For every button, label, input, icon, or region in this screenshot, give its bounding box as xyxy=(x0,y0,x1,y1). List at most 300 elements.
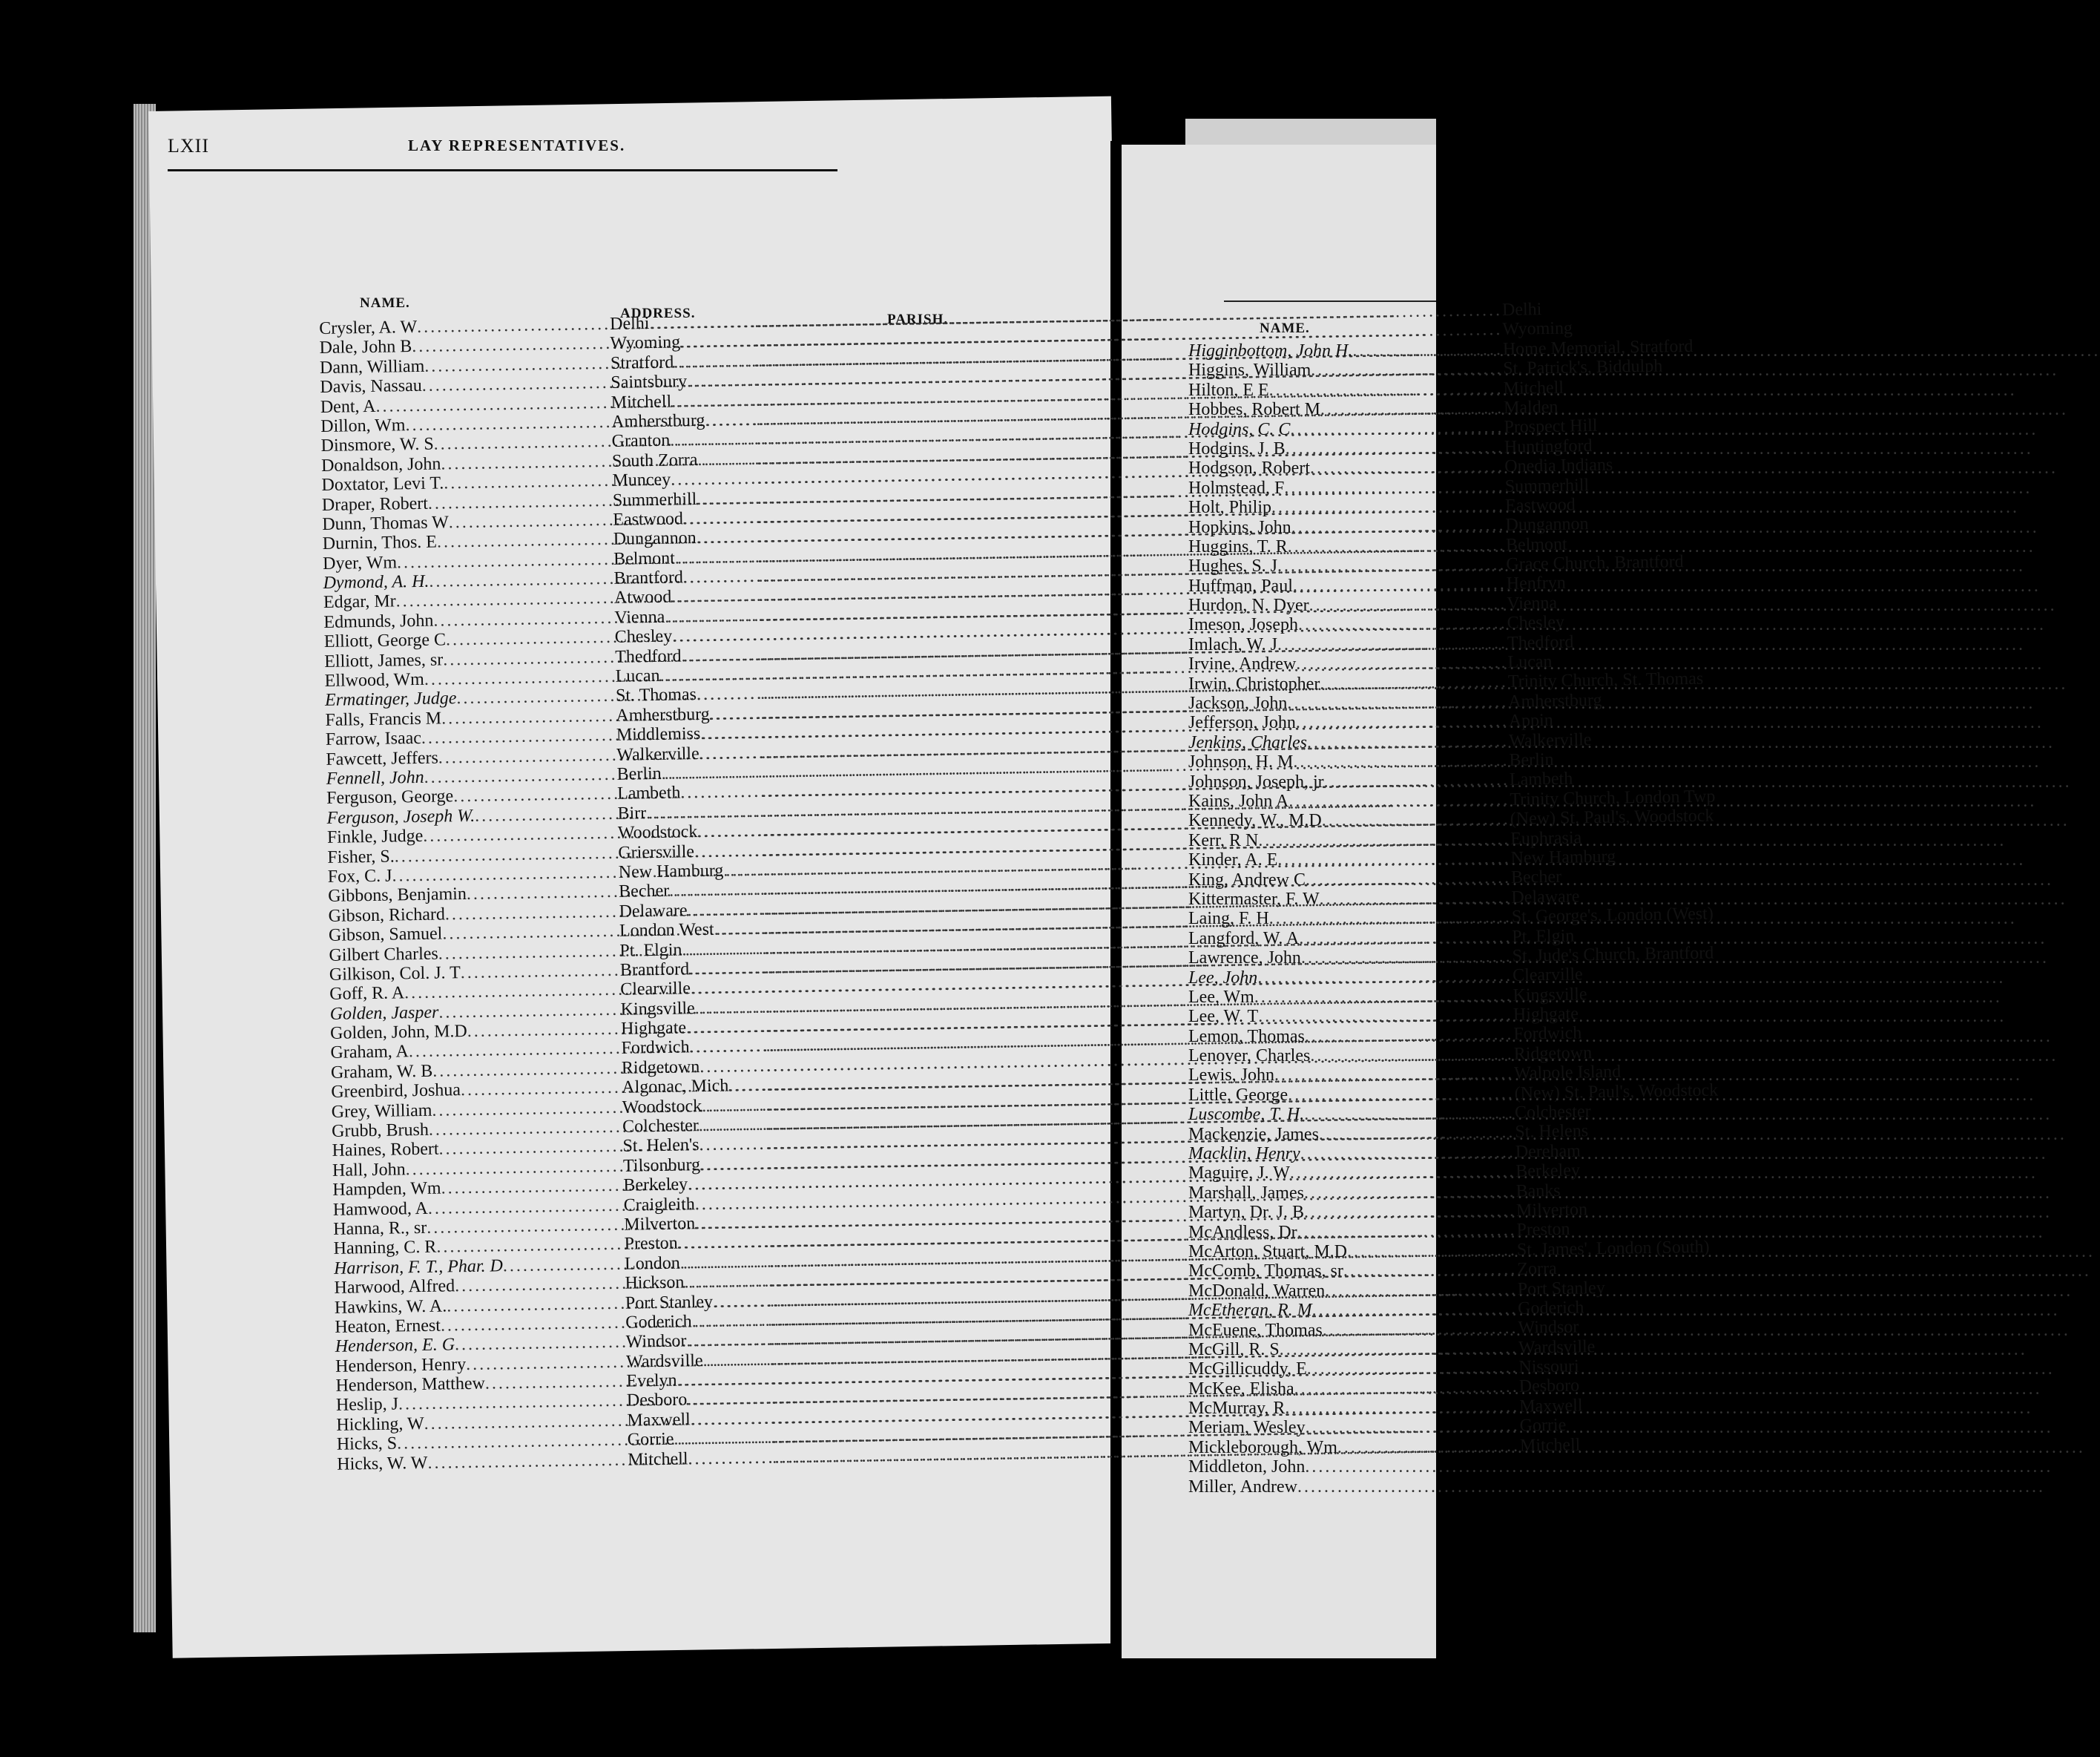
entry-address-cell xyxy=(616,723,761,745)
right-entry-name: Hurdon, N. Dyer xyxy=(1188,596,1309,616)
entry-address: Evelyn xyxy=(626,1370,677,1391)
right-entry-name: Lewis, John xyxy=(1188,1065,1274,1086)
right-name-row xyxy=(1188,1086,1436,1105)
right-entry-name: Kittermaster, F. W xyxy=(1188,889,1320,909)
entry-address: Ridgetown xyxy=(621,1057,700,1078)
entry-name: Goff, R. A xyxy=(329,983,405,1005)
entry-address: Craigleith xyxy=(623,1194,695,1215)
entry-address-cell xyxy=(627,1389,771,1410)
right-entry-name: Lee, W. T xyxy=(1188,1007,1259,1027)
leader-dots xyxy=(1305,1457,2053,1477)
entry-address-cell xyxy=(623,1174,768,1195)
entry-parish: Euphrasia xyxy=(1510,827,1582,849)
entry-address: Maxwell xyxy=(627,1410,691,1431)
right-entry-name: Luscombe, T. H. xyxy=(1188,1105,1305,1125)
right-entry-name: McKee, Elisha xyxy=(1188,1379,1294,1399)
right-name-row xyxy=(1188,1065,1436,1085)
right-page-rule xyxy=(1224,301,1436,302)
right-name-row xyxy=(1188,1261,1436,1281)
right-entry-name: McAndless, Dr xyxy=(1188,1222,1297,1242)
entry-address-cell xyxy=(622,1056,766,1077)
entry-name: Fennell, John xyxy=(326,767,424,789)
entry-parish: (New) St. Paul's, Woodstock xyxy=(1510,806,1714,830)
entry-parish: Kingsville xyxy=(1513,984,1587,1005)
leader-dots xyxy=(1299,929,2047,948)
entry-parish: Dungannon xyxy=(1505,514,1589,536)
entry-parish: Delhi xyxy=(1501,300,1542,320)
entry-address-cell xyxy=(625,1272,769,1293)
leader-dots xyxy=(1310,1046,2058,1065)
entry-address-cell xyxy=(613,528,758,549)
entry-address: Mitchell xyxy=(610,392,672,413)
entry-name: Dinsmore, W. S xyxy=(320,434,434,456)
page-number: LXII xyxy=(168,135,209,157)
right-name-row xyxy=(1188,850,1436,870)
right-name-row xyxy=(1188,733,1436,752)
entry-parish: Lambeth xyxy=(1509,769,1573,790)
entry-address-cell xyxy=(624,1213,768,1235)
entry-address: Hickson xyxy=(625,1272,685,1293)
right-entry-name: Huffman, Paul xyxy=(1188,576,1293,596)
right-name-row xyxy=(1188,1477,1436,1497)
right-entry-name: Langford, W. A xyxy=(1188,928,1300,948)
entry-parish: Lucan xyxy=(1507,651,1553,672)
entry-name: Hanning, C. R xyxy=(333,1238,437,1259)
right-entry-name: Maguire, J. W xyxy=(1188,1163,1290,1183)
entry-address-cell xyxy=(622,1076,766,1097)
entry-parish: Becher xyxy=(1510,867,1562,888)
entry-address: Tilsonburg xyxy=(622,1155,701,1176)
entry-address-cell xyxy=(625,1311,770,1333)
entry-address-cell xyxy=(626,1330,771,1352)
entry-name: Fisher, S. xyxy=(327,847,395,867)
leader-dots xyxy=(1306,1418,2053,1437)
right-entry-name: McComb, Thomas, sr xyxy=(1188,1261,1343,1281)
entry-name: Finkle, Judge xyxy=(326,827,424,848)
leader-dots xyxy=(1304,1203,2052,1222)
entry-parish: Malden xyxy=(1503,397,1558,418)
entry-parish: Home Memorial, Stratford xyxy=(1502,336,1694,359)
entry-address: Wardsville xyxy=(625,1350,703,1372)
entry-parish: St. Patrick's, Biddulph xyxy=(1503,356,1663,379)
leader-dots xyxy=(1297,1223,2045,1242)
leader-dots xyxy=(1305,1027,2053,1046)
entry-address-cell xyxy=(612,469,757,490)
entry-parish: Windsor xyxy=(1518,1317,1579,1339)
right-entry-name: Hopkins, John xyxy=(1188,517,1291,537)
entry-parish: Grace Church, Brantford xyxy=(1506,552,1684,574)
right-entry-name: Irwin, Christopher xyxy=(1188,674,1320,694)
right-name-row xyxy=(1188,459,1436,478)
right-entry-name: Jenkins, Charles xyxy=(1188,732,1307,752)
entry-address: St. Thomas xyxy=(615,685,697,706)
leader-dots xyxy=(1304,1105,2052,1124)
leader-dots xyxy=(1307,733,2055,752)
entry-name: Ferguson, Joseph W. xyxy=(326,806,475,828)
entry-address: Belmont xyxy=(613,548,675,569)
entry-name: Dymond, A. H. xyxy=(323,571,429,594)
entry-name: Gibbons, Benjamin xyxy=(328,884,467,907)
entry-address: Berkeley xyxy=(623,1175,688,1195)
right-name-row xyxy=(1188,498,1436,517)
leader-dots xyxy=(1290,420,2038,439)
entry-address: Mitchell xyxy=(627,1449,688,1470)
entry-parish: Trinity Church, London Twp xyxy=(1510,786,1716,809)
leader-dots xyxy=(1306,870,2053,890)
entry-address-cell xyxy=(610,332,754,353)
entry-address: Milverton xyxy=(624,1214,696,1235)
entry-parish: Ridgetown xyxy=(1513,1043,1593,1064)
right-name-row xyxy=(1188,479,1436,498)
right-name-row xyxy=(1188,890,1436,909)
entry-address: Chesley xyxy=(614,626,673,648)
leader-dots xyxy=(1271,498,2019,517)
leader-dots xyxy=(1254,988,2002,1007)
entry-address: Goderich xyxy=(625,1312,692,1333)
right-name-row xyxy=(1188,1027,1436,1046)
entry-name: Hamwood, A xyxy=(332,1198,429,1220)
entry-address: Berlin xyxy=(616,763,662,784)
entry-address-cell xyxy=(622,1115,767,1137)
entry-parish: Pt. Elgin xyxy=(1512,926,1575,947)
entry-parish: Highgate xyxy=(1513,1004,1579,1025)
leader-dots xyxy=(1293,749,2041,772)
right-entry-name: Jackson, John xyxy=(1188,694,1288,714)
right-name-row xyxy=(1188,577,1436,596)
entry-parish: Summerhill xyxy=(1504,475,1590,496)
entry-address-cell xyxy=(627,1408,771,1430)
leader-dots xyxy=(1307,1356,2055,1379)
entry-address: Stratford xyxy=(610,352,674,373)
right-name-row xyxy=(1188,1007,1436,1026)
entry-parish: Amherstburg xyxy=(1508,690,1602,712)
page-header xyxy=(168,135,1436,165)
entry-address-cell xyxy=(619,899,763,921)
entry-address-cell xyxy=(628,1428,772,1450)
entry-address-cell xyxy=(613,547,758,568)
right-name-row xyxy=(1188,537,1436,556)
right-column-header-name: NAME. xyxy=(1260,321,1310,336)
entry-parish: Eastwood xyxy=(1504,495,1576,516)
leader-dots xyxy=(1291,518,2039,537)
entry-name: Harrison, F. T., Phar. D xyxy=(333,1256,504,1278)
entry-address: Eastwood xyxy=(613,509,684,530)
entry-parish: Berlin xyxy=(1509,749,1554,770)
leader-dots xyxy=(1297,1477,2045,1497)
leader-dots xyxy=(1269,381,2017,400)
right-entry-name: Meriam, Wesley xyxy=(1188,1418,1306,1438)
entry-address: Summerhill xyxy=(612,489,697,510)
entry-address: Desboro xyxy=(626,1390,688,1411)
entry-address: Vienna xyxy=(614,607,665,628)
leader-dots xyxy=(1280,1340,2027,1359)
entry-parish: Mitchell xyxy=(1503,378,1564,398)
entry-address: Brantford xyxy=(613,568,684,588)
leader-dots xyxy=(1319,1125,2067,1144)
entry-name: Golden, John, M.D xyxy=(329,1022,467,1043)
entry-address-cell xyxy=(619,880,763,902)
entry-address-cell xyxy=(623,1154,768,1175)
right-entry-name: McDonald, Warren xyxy=(1188,1281,1326,1301)
header-rule xyxy=(168,169,837,171)
entry-parish: Wyoming xyxy=(1502,318,1573,340)
right-entry-name: McGillicuddy, E xyxy=(1188,1359,1307,1379)
leader-dots xyxy=(1301,948,2049,968)
entry-parish: Berkeley xyxy=(1515,1160,1581,1181)
entry-parish: Fordwich xyxy=(1513,1023,1582,1045)
right-entry-name: Hobbes, Robert M xyxy=(1188,400,1320,420)
right-name-row xyxy=(1188,1418,1436,1437)
entry-address: London West xyxy=(619,919,714,941)
entry-address-cell xyxy=(625,1252,769,1273)
entry-parish: Nissouri xyxy=(1518,1356,1579,1377)
entry-address-cell xyxy=(610,371,755,393)
right-name-row xyxy=(1188,341,1436,361)
entry-name: Grubb, Brush xyxy=(331,1120,429,1141)
entry-address: Highgate xyxy=(620,1018,687,1039)
right-entry-name: Holt, Philip xyxy=(1188,498,1272,518)
right-name-row xyxy=(1188,792,1436,811)
entry-name: Golden, Jasper xyxy=(329,1002,439,1024)
right-name-row xyxy=(1188,988,1436,1007)
leader-dots xyxy=(1286,439,2033,459)
right-name-row xyxy=(1188,694,1436,713)
entry-address-cell xyxy=(621,1037,766,1058)
entry-address-cell xyxy=(617,801,762,823)
entry-name: Falls, Francis M xyxy=(325,709,442,730)
entry-address-cell xyxy=(614,606,759,628)
entry-parish: Clearville xyxy=(1512,965,1583,986)
entry-address-cell xyxy=(611,410,756,432)
entry-parish: Belmont xyxy=(1505,534,1567,555)
entry-address: London xyxy=(624,1253,680,1274)
entry-address-cell xyxy=(619,939,764,960)
entry-address-cell xyxy=(610,352,755,373)
right-name-row xyxy=(1188,381,1436,400)
right-name-row xyxy=(1188,752,1436,772)
entry-name: Graham, A xyxy=(330,1042,409,1063)
entry-name: Dillon, Wm xyxy=(320,416,406,436)
leader-dots xyxy=(1322,811,2070,830)
right-names-list xyxy=(1188,341,1436,1497)
right-entry-name: Macklin, Henry xyxy=(1188,1144,1300,1164)
entry-address: Walkerville xyxy=(616,743,700,765)
entry-name: Hall, John xyxy=(332,1160,406,1180)
entry-address-cell xyxy=(622,1134,767,1156)
right-entry-name: Hughes, S. J xyxy=(1188,556,1278,577)
entry-address-cell xyxy=(613,508,757,530)
entry-address: Delaware xyxy=(619,901,688,922)
leader-dots xyxy=(1310,459,2058,478)
leader-dots xyxy=(1288,792,2036,811)
entry-address-cell xyxy=(617,782,762,804)
right-entry-name: Kains, John A xyxy=(1188,791,1289,811)
right-entry-name: Lee, Wm xyxy=(1188,987,1254,1007)
right-name-row xyxy=(1188,1105,1436,1124)
entry-address: Middlemiss xyxy=(616,724,701,745)
entry-address-cell xyxy=(616,684,760,706)
leader-dots xyxy=(1258,831,2006,850)
right-entry-name: McGill, R. S xyxy=(1188,1339,1280,1359)
entry-name: Henderson, Henry xyxy=(335,1354,467,1376)
right-entry-name: Mickleborough, Wm xyxy=(1188,1437,1337,1457)
right-name-row xyxy=(1188,1046,1436,1065)
entry-name: Haines, Robert xyxy=(332,1140,439,1161)
entry-address: Muncey xyxy=(612,470,671,490)
entry-parish: St. Helens xyxy=(1515,1121,1589,1143)
leader-dots xyxy=(1257,968,2005,988)
right-entry-name: Kinder, A. E xyxy=(1188,850,1278,870)
entry-parish: Walkerville xyxy=(1508,729,1592,751)
entry-name: Hanna, R., sr xyxy=(333,1218,427,1239)
right-entry-name: Johnson, Joseph, jr xyxy=(1188,772,1324,792)
entry-address: St. Helen's xyxy=(622,1135,700,1157)
leader-dots xyxy=(1323,1321,2070,1340)
entry-parish: Goderich xyxy=(1517,1298,1584,1318)
right-entry-name: Mackenzie, James xyxy=(1188,1124,1319,1144)
entry-address-cell xyxy=(613,567,758,588)
right-name-row xyxy=(1188,1163,1436,1183)
entry-address-cell xyxy=(626,1370,771,1391)
entry-parish: Banks xyxy=(1515,1180,1561,1201)
entry-address: Becher xyxy=(618,881,670,902)
right-name-row xyxy=(1188,1203,1436,1222)
right-name-row xyxy=(1188,674,1436,694)
leader-dots xyxy=(1320,674,2067,694)
entry-address-cell xyxy=(621,1017,766,1039)
entry-address: South Zorra xyxy=(611,450,698,471)
leader-dots xyxy=(1298,612,2046,634)
right-entry-name: McEtheran, R. M xyxy=(1188,1301,1312,1321)
leader-dots xyxy=(1288,537,2035,556)
right-name-row xyxy=(1188,615,1436,634)
entry-name: Gilbert Charles xyxy=(329,944,438,965)
entry-name: Draper, Robert xyxy=(321,493,429,515)
right-entry-name: Lenover, Charles xyxy=(1188,1046,1311,1066)
entry-name: Grey, William xyxy=(331,1100,432,1122)
entry-name: Fawcett, Jeffers xyxy=(326,748,439,769)
entry-address-cell xyxy=(625,1291,770,1313)
right-name-row xyxy=(1188,1438,1436,1457)
entry-address-cell xyxy=(612,449,757,470)
entry-address-cell xyxy=(624,1232,768,1254)
right-name-row xyxy=(1188,1125,1436,1144)
leader-dots xyxy=(1293,577,2041,596)
leader-dots xyxy=(1325,1281,2073,1301)
entry-name: Gibson, Samuel xyxy=(328,924,443,946)
right-name-row xyxy=(1188,420,1436,439)
entry-address-cell xyxy=(628,1448,772,1469)
entry-parish: Vienna xyxy=(1507,593,1558,614)
entry-parish: Trinity Church, St. Thomas xyxy=(1507,669,1704,692)
entry-address: Kingsville xyxy=(620,998,695,1019)
entry-address-cell xyxy=(614,586,759,608)
right-entry-name: Miller, Andrew xyxy=(1188,1477,1298,1497)
right-name-row xyxy=(1188,1144,1436,1163)
entry-address-cell xyxy=(615,645,760,666)
entry-parish: Zorra xyxy=(1517,1259,1557,1279)
right-name-row xyxy=(1188,968,1436,988)
entry-address-cell xyxy=(618,821,763,843)
right-entry-name: Hodgins, J. B xyxy=(1188,439,1286,459)
entry-name: Harwood, Alfred xyxy=(334,1276,455,1298)
right-entry-name: Marshall, James xyxy=(1188,1183,1304,1203)
entry-name: Edgar, Mr xyxy=(323,591,396,613)
leader-dots xyxy=(1294,1379,2042,1399)
entry-name: Ferguson, George xyxy=(326,786,454,809)
entry-address-cell xyxy=(610,312,754,334)
entry-address: Preston xyxy=(624,1233,678,1255)
entry-address-cell xyxy=(611,430,756,451)
leader-dots xyxy=(1343,1261,2091,1281)
leader-dots xyxy=(1284,479,2032,498)
entry-address-cell xyxy=(620,997,765,1019)
entry-name: Hampden, Wm xyxy=(332,1178,441,1201)
entry-address-cell xyxy=(616,763,761,784)
entry-parish: Huntingford xyxy=(1504,436,1593,457)
right-name-row xyxy=(1188,713,1436,732)
entry-address-cell xyxy=(620,978,765,999)
leader-dots xyxy=(1320,397,2068,419)
entry-address-cell xyxy=(613,488,757,510)
right-entry-name: Martyn, Dr. J. B xyxy=(1188,1203,1304,1223)
entry-address-cell xyxy=(619,861,763,882)
right-entry-name: Little, George xyxy=(1188,1085,1288,1105)
right-name-row xyxy=(1188,1183,1436,1203)
right-name-row xyxy=(1188,1340,1436,1359)
entry-name: Gibson, Richard xyxy=(328,904,446,926)
entry-parish: New Hamburg xyxy=(1510,847,1616,868)
right-name-row xyxy=(1188,596,1436,615)
leader-dots xyxy=(1277,635,2025,654)
entry-address: Port Stanley xyxy=(625,1292,714,1313)
right-entry-name: Lawrence, John xyxy=(1188,948,1301,968)
right-name-row xyxy=(1188,439,1436,459)
entry-name: Henderson, E. G xyxy=(335,1335,455,1357)
entry-address-cell xyxy=(615,625,760,647)
right-entry-name: Jefferson, John xyxy=(1188,713,1296,733)
entry-address: Fordwich xyxy=(621,1037,690,1059)
entry-name: Dunn, Thomas W xyxy=(322,513,449,534)
right-entry-name: Holmstead, F xyxy=(1188,478,1285,498)
leader-dots xyxy=(1347,1242,2095,1261)
entry-name: Elliott, James, sr xyxy=(324,650,444,671)
entry-address-cell xyxy=(619,919,764,941)
entry-name: Edmunds, John xyxy=(323,611,434,632)
entry-address: Lucan xyxy=(615,666,660,686)
entry-name: Davis, Nassau xyxy=(320,376,422,398)
entry-name: Donaldson, John xyxy=(320,454,441,476)
entry-address-cell xyxy=(626,1350,771,1371)
entry-address: New Hamburg xyxy=(618,861,724,882)
right-entry-name: Johnson, H. M xyxy=(1188,752,1294,772)
entry-parish: Preston xyxy=(1516,1220,1570,1241)
leader-dots xyxy=(1274,1062,2022,1085)
leader-dots xyxy=(1290,1160,2038,1183)
right-entry-name: Hodgson, Robert xyxy=(1188,459,1310,479)
right-entry-name: Hilton, E E xyxy=(1188,380,1269,400)
entry-parish: Wardsville xyxy=(1518,1336,1596,1358)
right-name-row xyxy=(1188,948,1436,968)
right-name-row xyxy=(1188,772,1436,792)
entry-address: Colchester xyxy=(622,1116,699,1137)
leader-dots xyxy=(1258,1004,2006,1026)
entry-parish: Dereham xyxy=(1515,1141,1581,1162)
entry-name: Hawkins, W. A. xyxy=(334,1295,447,1318)
entry-parish: Port Stanley xyxy=(1517,1278,1605,1299)
leader-dots xyxy=(1312,1301,2060,1320)
leader-dots xyxy=(1337,1438,2085,1457)
